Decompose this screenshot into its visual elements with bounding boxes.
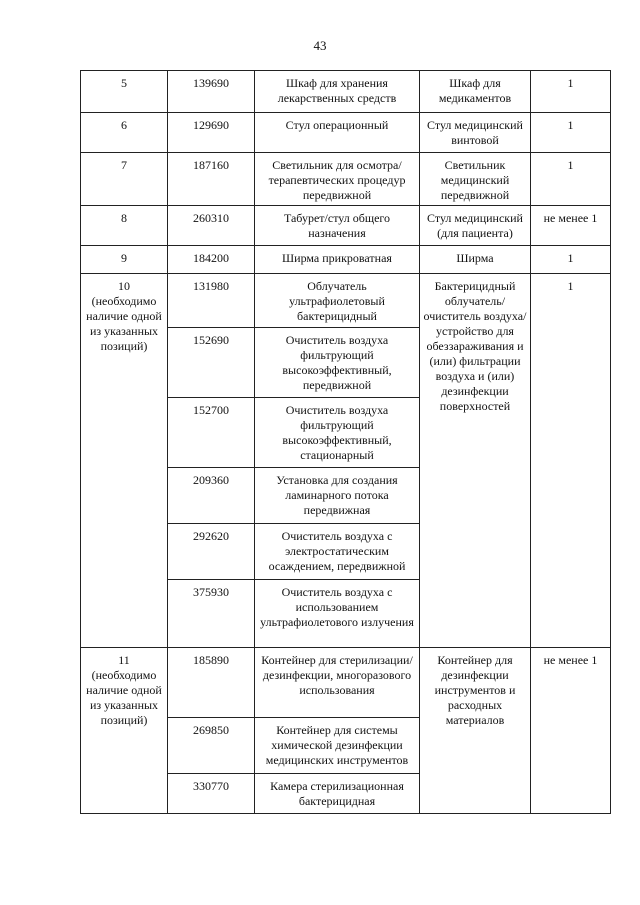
item-name: Ширма прикроватная	[255, 246, 420, 274]
group-quantity: не менее 1	[531, 648, 611, 814]
row-number: 9	[81, 246, 168, 274]
quantity: не менее 1	[531, 206, 611, 246]
row-number: 5	[81, 71, 168, 113]
equipment-name: Ширма	[420, 246, 531, 274]
item-name: Шкаф для хранения лекарственных средств	[255, 71, 420, 113]
item-name: Контейнер для системы химической дезинфекции медицинских инструментов	[255, 718, 420, 774]
row-number: 6	[81, 113, 168, 153]
item-code: 209360	[168, 468, 255, 524]
item-name: Стул операционный	[255, 113, 420, 153]
row-number: 8	[81, 206, 168, 246]
item-code: 152700	[168, 398, 255, 468]
item-code: 185890	[168, 648, 255, 718]
item-code: 139690	[168, 71, 255, 113]
quantity: 1	[531, 153, 611, 206]
item-name: Установка для создания ламинарного потока передвижная	[255, 468, 420, 524]
item-name: Табурет/стул общего назначения	[255, 206, 420, 246]
equipment-table	[80, 70, 611, 814]
item-code: 260310	[168, 206, 255, 246]
equipment-name: Стул медицинский (для пациента)	[420, 206, 531, 246]
item-name: Очиститель воздуха с электростатическим осаждением, передвижной	[255, 524, 420, 580]
quantity: 1	[531, 71, 611, 113]
table-row	[81, 246, 611, 274]
equipment-name: Шкаф для медикаментов	[420, 71, 531, 113]
quantity: 1	[531, 113, 611, 153]
item-code: 292620	[168, 524, 255, 580]
item-code: 129690	[168, 113, 255, 153]
table-row	[81, 206, 611, 246]
item-name: Светильник для осмотра/терапевтических процедур передвижной	[255, 153, 420, 206]
item-name: Камера стерилизационная бактерицидная	[255, 774, 420, 814]
item-code: 152690	[168, 328, 255, 398]
page-number: 43	[313, 38, 327, 53]
table-row	[81, 648, 611, 718]
item-name: Очиститель воздуха с использованием ультрафиолетового излучения	[255, 580, 420, 648]
item-name: Очиститель воздуха фильтрующий высокоэффективный, стационарный	[255, 398, 420, 468]
table-row	[81, 153, 611, 206]
group-number: 10 (необходимо наличие одной из указанных позиций)	[81, 274, 168, 648]
item-code: 187160	[168, 153, 255, 206]
group-quantity: 1	[531, 274, 611, 648]
item-code: 269850	[168, 718, 255, 774]
table-row	[81, 71, 611, 113]
quantity: 1	[531, 246, 611, 274]
item-name: Контейнер для стерилизации/дезинфекции, многоразового использования	[255, 648, 420, 718]
equipment-name: Светильник медицинский передвижной	[420, 153, 531, 206]
item-code: 375930	[168, 580, 255, 648]
item-code: 131980	[168, 274, 255, 328]
group-equipment-name: Контейнер для дезинфекции инструментов и расходных материалов	[420, 648, 531, 814]
item-name: Облучатель ультрафиолетовый бактерицидный	[255, 274, 420, 328]
equipment-name: Стул медицинский винтовой	[420, 113, 531, 153]
item-name: Очиститель воздуха фильтрующий высокоэффективный, передвижной	[255, 328, 420, 398]
item-code: 184200	[168, 246, 255, 274]
group-number: 11 (необходимо наличие одной из указанных позиций)	[81, 648, 168, 814]
item-code: 330770	[168, 774, 255, 814]
table-row	[81, 113, 611, 153]
table-row	[81, 274, 611, 328]
row-number: 7	[81, 153, 168, 206]
group-equipment-name: Бактерицидный облучатель/ очиститель воздуха/ устройство для обеззараживания и (или) фильтрации воздуха и (или) дезинфекции поверхностей	[420, 274, 531, 648]
